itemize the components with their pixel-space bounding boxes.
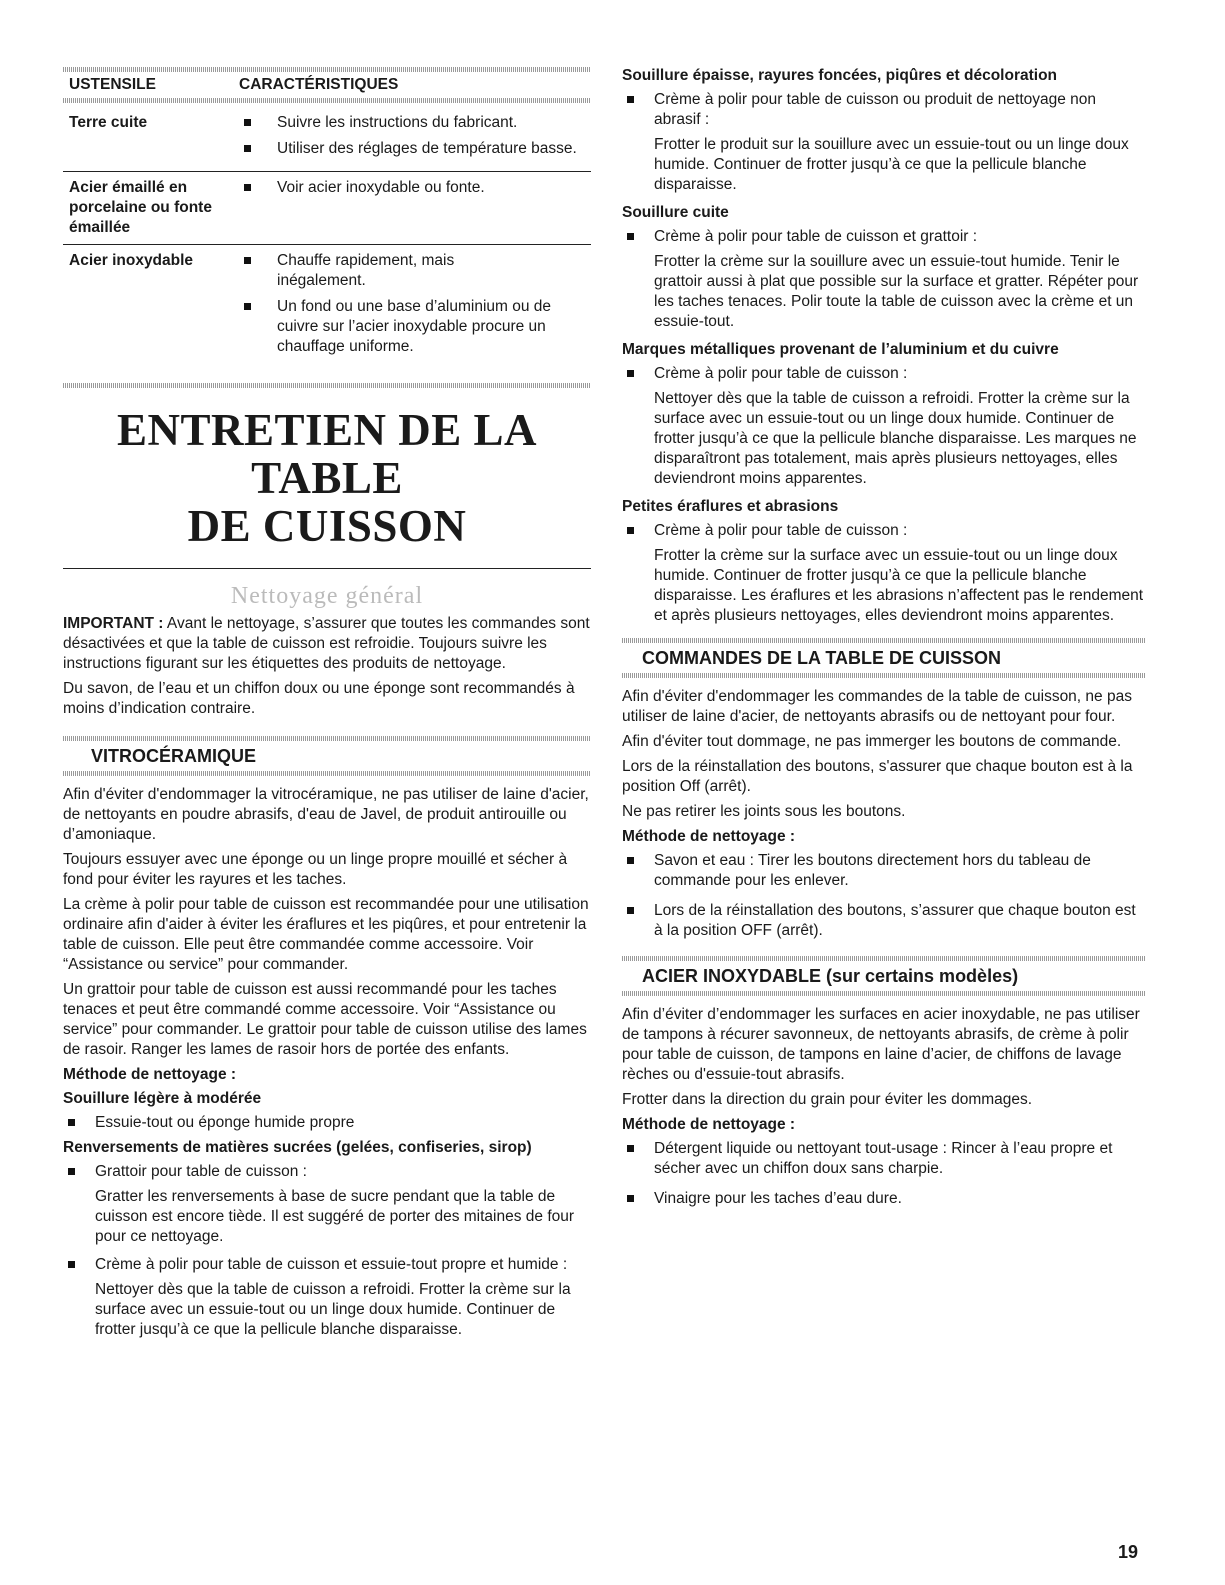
page-title [63, 406, 591, 550]
section-title-vitro: VITROCÉRAMIQUE [91, 746, 257, 766]
table-row [63, 107, 591, 172]
list-item: Vinaigre pour les taches d’eau dure. [622, 1189, 1146, 1209]
list-item: Crème à polir pour table de cuisson et essuie-tout propre et humide : [63, 1255, 591, 1275]
instruction-text: Frotter le produit sur la souillure avec un essuie-tout ou un linge doux humide. Continuer de frotter jusqu’à ce que la pellicule blanche disparaisse. [654, 136, 1129, 193]
subheading: Souillure légère à modérée [63, 1090, 262, 1107]
subheading: Marques métalliques provenant de l’aluminium et du cuivre [622, 341, 1059, 358]
page-title-line-2: DE CUISSON [187, 501, 467, 551]
list-item: Essuie-tout ou éponge humide propre [63, 1113, 591, 1133]
list-item: Chauffe rapidement, mais inégalement. [239, 251, 591, 291]
instruction-text: Gratter les renversements à base de sucre pendant que la table de cuisson est encore tiède. Il est suggéré de porter des mitaines de four pour ce nettoyage. [95, 1188, 575, 1245]
utensil-name: Acier émaillé en porcelaine ou fonte émaillée [69, 179, 212, 236]
paragraph: Du savon, de l’eau et un chiffon doux ou une éponge sont recommandés à moins d’indication contraire. [63, 680, 575, 717]
list-item: Crème à polir pour table de cuisson et grattoir : [622, 227, 1146, 247]
paragraph: Afin d’éviter d’endommager les surfaces en acier inoxydable, ne pas utiliser de tampons à récurer savonneux, de nettoyants abrasifs, de crème à polir pour table de cuisson, de tampons en laine d’acier, de chiffons de lavage rèches ou d'essuie-tout abrasifs. [622, 1006, 1140, 1083]
page-title-line-1: ENTRETIEN DE LA TABLE [116, 405, 538, 503]
method-heading: Méthode de nettoyage : [622, 1116, 796, 1133]
list-item: Suivre les instructions du fabricant. [239, 113, 591, 133]
utensil-table [63, 103, 591, 369]
important-paragraph [63, 614, 591, 674]
list-item: Savon et eau : Tirer les boutons directement hors du tableau de commande pour les enlever. [622, 851, 1146, 891]
table-row [63, 172, 591, 245]
instruction-text: Frotter la crème sur la surface avec un essuie-tout ou un linge doux humide. Continuer de frotter jusqu’à ce que la pellicule blanche disparaisse. Les éraflures et les abrasions n’affectent pas le rendement et après plusieurs nettoyages, elles deviendront moins apparentes. [654, 547, 1144, 624]
paragraph: Afin d'éviter d'endommager la vitrocéramique, ne pas utiliser de laine d'acier, de nettoyants en poudre abrasifs, d'eau de Javel, de produit antirouille ou d’amoniaque. [63, 786, 589, 843]
list-item: Crème à polir pour table de cuisson : [622, 364, 1146, 384]
page-number: 19 [1118, 1542, 1139, 1562]
list-item: Lors de la réinstallation des boutons, s’assurer que chaque bouton est à la position OFF (arrêt). [622, 901, 1146, 941]
list-item: Crème à polir pour table de cuisson ou produit de nettoyage non abrasif : [622, 90, 1146, 130]
table-header [63, 72, 591, 98]
section-title-steel [622, 961, 1146, 991]
title-rule [63, 568, 591, 569]
important-label: IMPORTANT : [63, 615, 164, 632]
paragraph: Ne pas retirer les joints sous les boutons. [622, 803, 906, 820]
left-column [63, 0, 591, 1348]
subheading: Souillure épaisse, rayures foncées, piqûres et décoloration [622, 67, 1058, 84]
instruction-text: Frotter la crème sur la souillure avec un essuie-tout humide. Tenir le grattoir aussi à plat que possible sur la surface et gratter. Répéter pour les taches tenaces. Polir toute la table de cuisson avec la crème et un essuie-tout. [654, 253, 1139, 330]
subheading: Petites éraflures et abrasions [622, 498, 839, 515]
utensil-name: Acier inoxydable [69, 252, 194, 269]
list-item: Voir acier inoxydable ou fonte. [239, 178, 591, 198]
instruction-text: Nettoyer dès que la table de cuisson a refroidi. Frotter la crème sur la surface avec un essuie-tout ou un linge doux humide. Continuer de frotter jusqu’à ce que la pellicule blanche disparaisse. Les marques ne disparaîtront pas totalement, mais après plusieurs nettoyages, elles deviendront moins apparentes. [654, 390, 1137, 487]
subheading: Renversements de matières sucrées (gelées, confiseries, sirop) [63, 1139, 532, 1156]
section-subtitle: Nettoyage général [230, 583, 424, 609]
col-header-characteristics: CARACTÉRISTIQUES [239, 76, 399, 93]
subheading: Souillure cuite [622, 204, 729, 221]
paragraph: Toujours essuyer avec une éponge ou un linge propre mouillé et sécher à fond pour éviter les rayures et les taches. [63, 851, 568, 888]
paragraph: Lors de la réinstallation des boutons, s'assurer que chaque bouton est à la position Off (arrêt). [622, 758, 1133, 795]
important-text: Avant le nettoyage, s’assurer que toutes les commandes sont désactivées et que la table de cuisson est refroidie. Toujours suivre les instructions figurant sur les étiquettes des produits de nettoyage. [63, 615, 590, 672]
utensil-name: Terre cuite [69, 114, 148, 131]
paragraph: Frotter dans la direction du grain pour éviter les dommages. [622, 1091, 1033, 1108]
method-heading: Méthode de nettoyage : [63, 1066, 237, 1083]
instruction-text: Nettoyer dès que la table de cuisson a refroidi. Frotter la crème sur la surface avec un essuie-tout ou un linge doux humide. Continuer de frotter jusqu’à ce que la pellicule blanche disparaisse. [95, 1281, 571, 1338]
list-item: Détergent liquide ou nettoyant tout-usage : Rincer à l’eau propre et sécher avec un chiffon doux sans charpie. [622, 1139, 1146, 1179]
section-title-controls: COMMANDES DE LA TABLE DE CUISSON [642, 648, 1002, 668]
method-heading: Méthode de nettoyage : [622, 828, 796, 845]
list-item: Un fond ou une base d’aluminium ou de cuivre sur l’acier inoxydable procure un chauffage uniforme. [239, 297, 591, 357]
list-item: Crème à polir pour table de cuisson : [622, 521, 1146, 541]
section-title-steel-rest: (sur certains modèles) [821, 966, 1019, 986]
table-row [63, 245, 591, 369]
paragraph: Un grattoir pour table de cuisson est aussi recommandé pour les taches tenaces et peut être commandé comme accessoire. Voir “Assistance ou service” pour commander. Le grattoir pour table de cuisson utilise des lames de rasoir. Ranger les lames de rasoir hors de portée des enfants. [63, 981, 587, 1058]
right-column [622, 0, 1146, 1214]
paragraph: La crème à polir pour table de cuisson est recommandée pour une utilisation ordinaire afin d'aider à éviter les éraflures et les piqûres, et pour entretenir la table de cuisson. Elle peut être commandée comme accessoire. Voir “Assistance ou service” pour commander. [63, 896, 589, 973]
paragraph: Afin d'éviter d'endommager les commandes de la table de cuisson, ne pas utiliser de laine d'acier, de nettoyants abrasifs ou de nettoyant pour four. [622, 688, 1132, 725]
list-item: Grattoir pour table de cuisson : [63, 1162, 591, 1182]
paragraph: Afin d'éviter tout dommage, ne pas immerger les boutons de commande. [622, 733, 1122, 750]
list-item: Utiliser des réglages de température basse. [239, 139, 591, 159]
section-title-steel-bold: ACIER INOXYDABLE [642, 966, 822, 986]
col-header-utensil: USTENSILE [69, 76, 156, 93]
